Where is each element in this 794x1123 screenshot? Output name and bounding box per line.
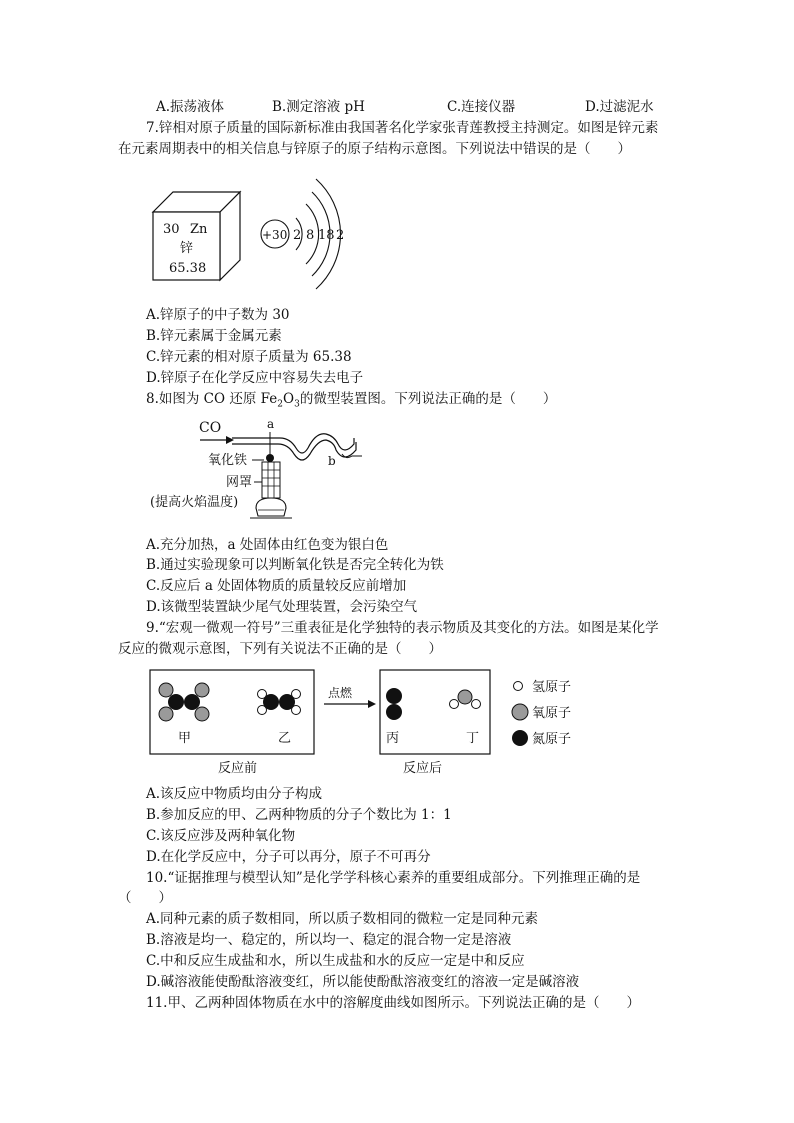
label-jia: 甲 — [178, 731, 192, 746]
q8-option-b: B.通过实验现象可以判断氧化铁是否完全转化为铁 — [146, 557, 444, 573]
label-bing: 丙 — [386, 731, 400, 746]
legend-hydrogen-swatch — [514, 682, 523, 691]
q9-option-c: C.该反应涉及两种氧化物 — [146, 828, 296, 844]
arrow-label: 点燃 — [328, 686, 353, 700]
label-mesh: 网罩 — [226, 475, 253, 490]
q8-stem — [146, 390, 556, 414]
q8-stem-post: 的微型装置图。下列说法正确的是（ ） — [299, 391, 557, 407]
q6-option-b: B.测定溶液 pH — [272, 99, 365, 115]
q6-option-d: D.过滤泥水 — [585, 99, 654, 115]
legend-nitrogen-swatch — [512, 730, 528, 746]
q8-option-d: D.该微型装置缺少尾气处理装置，会污染空气 — [146, 599, 418, 615]
zinc-figure — [140, 172, 360, 300]
label-co: CO — [199, 420, 222, 436]
q9-option-d: D.在化学反应中，分子可以再分，原子不可再分 — [146, 849, 431, 865]
legend-oxygen: 氧原子 — [532, 706, 572, 721]
legend-hydrogen: 氢原子 — [532, 680, 572, 695]
label-before: 反应前 — [218, 761, 258, 776]
q9-stem-line2: 反应的微观示意图，下列有关说法不正确的是（ ） — [118, 641, 442, 657]
q10-option-d: D.碱溶液能使酚酞溶液变红，所以能使酚酞溶液变红的溶液一定是碱溶液 — [146, 974, 580, 990]
q11-stem-line1: 11.甲、乙两种固体物质在水中的溶解度曲线如图所示。下列说法正确的是（ ） — [146, 995, 640, 1011]
legend — [512, 680, 571, 747]
arrow-head — [226, 436, 234, 444]
label-ding: 丁 — [466, 731, 480, 746]
q10-stem-line1: 10.“证据推理与模型认知”是化学学科核心素养的重要组成部分。下列推理正确的是 — [146, 870, 641, 886]
shell-count: 2 — [293, 228, 302, 243]
tile-name: 锌 — [180, 241, 194, 256]
shell-count: 18 — [318, 228, 335, 243]
label-b: b — [328, 454, 336, 468]
reaction-micro-diagram — [148, 668, 588, 780]
legend-oxygen-swatch — [512, 704, 528, 720]
q9-option-b: B.参加反应的甲、乙两种物质的分子个数比为 1：1 — [146, 807, 452, 823]
label-after: 反应后 — [403, 761, 443, 776]
q9-option-a: A.该反应中物质均由分子构成 — [146, 786, 323, 802]
shell-count: 2 — [336, 228, 345, 243]
q7-option-d: D.锌原子在化学反应中容易失去电子 — [146, 370, 364, 386]
alcohol-lamp — [256, 498, 286, 516]
atom-structure-diagram — [261, 179, 344, 289]
q10-option-a: A.同种元素的质子数相同，所以质子数相同的微粒一定是同种元素 — [146, 911, 539, 927]
q9-stem-line1: 9.“宏观一微观一符号”三重表征是化学独特的表示物质及其变化的方法。如图是某化学 — [146, 620, 659, 636]
tile-atomic-mass: 65.38 — [169, 261, 207, 276]
q7-option-a: A.锌原子的中子数为 30 — [146, 307, 290, 323]
mesh-cover — [262, 462, 280, 498]
element-tile — [153, 192, 240, 280]
label-yi: 乙 — [278, 731, 292, 746]
label-iron-oxide: 氧化铁 — [208, 453, 248, 468]
co-reduction-apparatus — [140, 412, 370, 524]
arrow-head — [368, 700, 376, 708]
q8-option-a: A.充分加热，a 处固体由红色变为银白色 — [146, 537, 389, 553]
q7-option-b: B.锌元素属于金属元素 — [146, 328, 282, 344]
label-mesh-note: (提高火焰温度) — [150, 495, 239, 510]
shell-count: 8 — [306, 228, 315, 243]
q10-option-c: C.中和反应生成盐和水，所以生成盐和水的反应一定是中和反应 — [146, 953, 525, 969]
q7-stem-line2: 在元素周期表中的相关信息与锌原子的原子结构示意图。下列说法中错误的是（ ） — [118, 141, 631, 157]
nucleus-charge: +30 — [262, 228, 288, 242]
q10-stem-line2: （ ） — [118, 890, 172, 906]
q6-option-a: A.振荡液体 — [156, 99, 225, 115]
q10-option-b: B.溶液是均一、稳定的，所以均一、稳定的混合物一定是溶液 — [146, 932, 512, 948]
q8-stem-mid: O — [283, 391, 295, 407]
q7-option-c: C.锌元素的相对原子质量为 65.38 — [146, 349, 352, 365]
q6-option-c: C.连接仪器 — [447, 99, 516, 115]
tile-atomic-number: 30 — [163, 222, 180, 237]
iron-oxide-sample — [266, 454, 274, 462]
q8-option-c: C.反应后 a 处固体物质的质量较反应前增加 — [146, 578, 407, 594]
q8-stem-pre: 8.如图为 CO 还原 Fe — [146, 391, 278, 407]
q8-stem-sub: 2 — [277, 399, 284, 410]
q8-stem-sub: 3 — [294, 399, 300, 410]
label-a: a — [267, 417, 275, 431]
q7-stem-line1: 7.锌相对原子质量的国际新标准由我国著名化学家张青莲教授主持测定。如图是锌元素 — [146, 120, 659, 136]
tile-symbol: Zn — [190, 222, 208, 237]
legend-nitrogen: 氮原子 — [532, 732, 572, 747]
